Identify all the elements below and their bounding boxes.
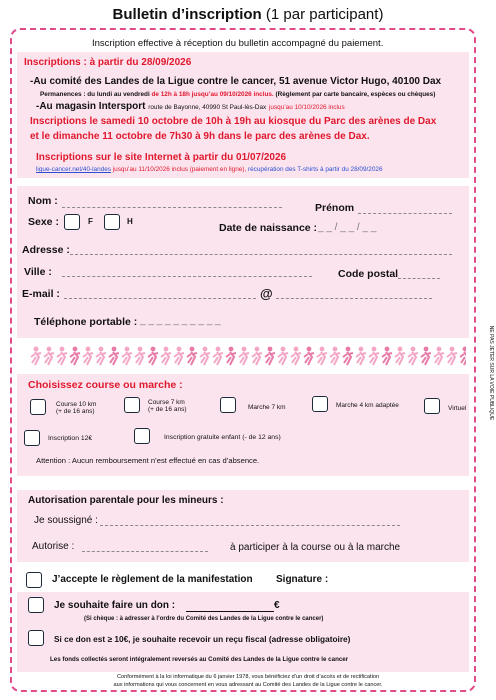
- virtuel-label: Virtuel: [448, 405, 467, 412]
- ville-label: Ville :: [24, 266, 52, 278]
- runner-figure: [408, 347, 418, 365]
- runner-figure: [252, 347, 262, 365]
- prenom-field[interactable]: [358, 213, 452, 214]
- autorise-field[interactable]: [82, 551, 208, 552]
- runner-figure: [278, 347, 288, 365]
- soussigne-field[interactable]: [100, 525, 400, 526]
- runner-figure: [31, 347, 41, 366]
- runner-figure: [265, 347, 275, 365]
- recu-label: Si ce don est ≥ 10€, je souhaite recevoir un reçu fiscal (adresse obligatoire): [54, 634, 351, 644]
- sexe-f-checkbox[interactable]: [64, 214, 80, 230]
- code-postal-field[interactable]: [398, 278, 440, 279]
- runner-figure: [395, 347, 405, 365]
- gratuite-checkbox[interactable]: [134, 428, 150, 444]
- runner-figure: [200, 347, 210, 365]
- parental-heading: Autorisation parentale pour les mineurs :: [28, 495, 224, 506]
- course7-checkbox[interactable]: [124, 397, 140, 413]
- runner-figure: [161, 347, 171, 365]
- runner-figure: [57, 347, 67, 365]
- course7-label: Course 7 km (+ de 16 ans): [148, 399, 187, 413]
- runner-figure: [96, 347, 106, 365]
- comite-address: -Au comité des Landes de la Ligue contre le cancer, 51 avenue Victor Hugo, 40100 Dax: [30, 76, 442, 87]
- inscription12-checkbox[interactable]: [24, 430, 40, 446]
- runner-figure: [382, 347, 392, 365]
- samedi-line: Inscriptions le samedi 10 octobre de 10h à 19h au kiosque du Parc des arènes de Dax: [30, 116, 437, 127]
- sexe-h-checkbox[interactable]: [104, 214, 120, 230]
- reglement-label: J’accepte le règlement de la manifestation: [52, 574, 253, 585]
- title-bold: Bulletin d’inscription: [112, 6, 262, 23]
- runner-figure: [421, 347, 431, 365]
- page-title: [0, 6, 496, 23]
- runner-figure: [148, 347, 158, 365]
- runner-figure: [239, 347, 249, 365]
- participer-text: à participer à la course ou à la marche: [230, 542, 401, 553]
- signature-label: Signature :: [276, 574, 329, 585]
- course-heading: Choisissez course ou marche :: [28, 379, 183, 391]
- footer-line-1: Conformément à la loi informatique du 6 janvier 1978, vous bénéficiez d’un droit d’accès et de rectification: [116, 674, 380, 680]
- permanences: Permanences : du lundi au vendredi de 12h à 18h jusqu’au 09/10/2026 inclus. (Règlement par carte bancaire, espèces ou chèques): [40, 91, 436, 98]
- course10-checkbox[interactable]: [30, 399, 46, 415]
- runner-figure: [460, 347, 466, 365]
- email-user-field[interactable]: [64, 298, 256, 299]
- internet-line: Inscriptions sur le site Internet à partir du 01/07/2026: [36, 152, 287, 163]
- runner-figure: [304, 347, 314, 365]
- attention-text: Attention : Aucun remboursement n’est effectué en cas d’absence.: [36, 456, 260, 465]
- nom-field[interactable]: [62, 207, 282, 208]
- recu-checkbox[interactable]: [28, 630, 44, 646]
- runner-figure: [174, 347, 184, 365]
- reglement-checkbox[interactable]: [26, 572, 42, 588]
- marche7-label: Marche 7 km: [248, 404, 286, 411]
- email-label: E-mail :: [22, 288, 60, 300]
- inscription12-label: Inscription 12€: [48, 435, 93, 442]
- magasin-line: -Au magasin Intersport route de Bayonne, 40990 St Paul-lès-Dax jusqu’au 10/10/2026 inclus: [36, 101, 345, 112]
- soussigne-label: Je soussigné :: [34, 515, 98, 526]
- internet-note: ligue-cancer.net/40-landes jusqu’au 11/10/2026 inclus (paiement en ligne), récupération des T-shirts à partir du 28/09/2026: [36, 166, 383, 173]
- runner-figure: [330, 347, 340, 365]
- runner-figure: [83, 347, 93, 365]
- fonds-text: Les fonds collectés seront intégralement reversés au Comité des Landes de la Ligue contre le cancer: [50, 656, 349, 663]
- don-unit: €: [274, 600, 280, 611]
- runner-figure: [44, 347, 54, 365]
- runner-figure: [356, 347, 366, 365]
- marche4-checkbox[interactable]: [312, 396, 328, 412]
- effective-text: Inscription effective à réception du bulletin accompagné du paiement.: [92, 38, 384, 49]
- telephone-label: Téléphone portable :: [34, 316, 138, 328]
- sexe-label: Sexe :: [28, 216, 59, 228]
- website-link[interactable]: ligue-cancer.net/40-landes: [36, 166, 111, 173]
- runner-figure: [226, 347, 236, 365]
- runner-figure: [447, 347, 457, 365]
- prenom-label: Prénom: [315, 202, 355, 214]
- naissance-field[interactable]: _ _ / _ _ / _ _: [318, 222, 377, 233]
- course10-label: Course 10 km (+ de 16 ans): [56, 401, 97, 415]
- email-domain-field[interactable]: [276, 298, 432, 299]
- runner-figure: [70, 347, 80, 365]
- side-notice-text: NE PAS JETER SUR LA VOIE PUBLIQUE: [488, 325, 494, 421]
- code-postal-label: Code postal: [338, 268, 399, 280]
- don-checkbox[interactable]: [28, 597, 44, 613]
- runner-figure: [135, 347, 145, 365]
- runner-figure: [109, 347, 119, 365]
- title-rest: (1 par participant): [261, 6, 384, 23]
- don-amount-field[interactable]: [186, 611, 274, 612]
- cheque-note: (Si chèque : à adresser à l’ordre du Comité des Landes de la Ligue contre le cancer): [84, 616, 324, 622]
- side-notice: [486, 320, 494, 430]
- naissance-label: Date de naissance :: [219, 222, 318, 234]
- runners-banner: [30, 345, 466, 367]
- adresse-field[interactable]: [70, 254, 452, 255]
- dimanche-line: et le dimanche 11 octobre de 7h30 à 9h dans le parc des arènes de Dax.: [30, 131, 370, 142]
- runner-figure: [213, 347, 223, 365]
- marche4-label: Marche 4 km adaptée: [336, 402, 399, 409]
- nom-label: Nom :: [28, 195, 58, 207]
- virtuel-checkbox[interactable]: [424, 398, 440, 414]
- runner-figure: [343, 347, 353, 365]
- telephone-field[interactable]: _ _ _ _ _ _ _ _ _ _: [140, 315, 221, 326]
- at-symbol: @: [260, 286, 273, 301]
- ville-field[interactable]: [62, 276, 312, 277]
- runner-figure: [434, 347, 444, 365]
- footer-line-2: aux informations qui vous concernent en vous adressant au Comité des Landes de la Ligue contre le cancer.: [113, 682, 383, 688]
- runner-figure: [122, 347, 132, 365]
- runner-figure: [369, 347, 379, 365]
- sexe-h-label: H: [127, 217, 133, 226]
- sexe-f-label: F: [88, 217, 93, 226]
- autorise-label: Autorise :: [32, 541, 75, 552]
- don-label: Je souhaite faire un don :: [54, 600, 176, 611]
- inscriptions-label: Inscriptions : à partir du 28/09/2026: [24, 57, 192, 68]
- gratuite-label: Inscription gratuite enfant (- de 12 ans): [164, 434, 281, 441]
- marche7-checkbox[interactable]: [220, 397, 236, 413]
- runner-figure: [187, 347, 197, 365]
- runner-figure: [317, 347, 327, 365]
- adresse-label: Adresse :: [22, 244, 70, 256]
- runner-figure: [291, 347, 301, 365]
